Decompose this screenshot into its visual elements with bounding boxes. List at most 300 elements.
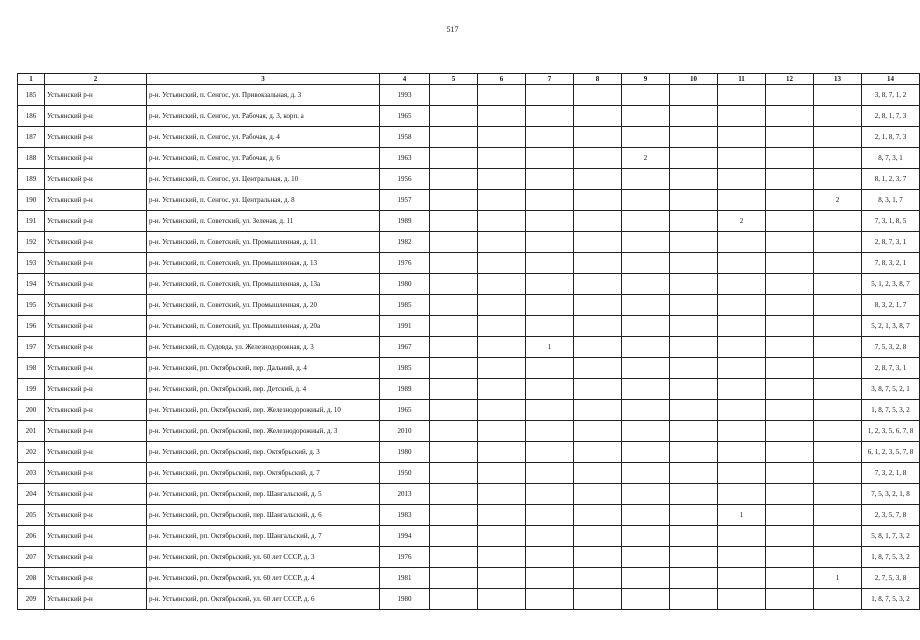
- table-row: [18, 568, 920, 589]
- value-cell-col-11: [718, 295, 766, 316]
- value-cell-col-12: [766, 295, 814, 316]
- value-cell-col-6: [478, 379, 526, 400]
- table-row: [18, 316, 920, 337]
- district-cell: Устьянский р-н: [45, 169, 147, 190]
- value-cell-col-13: [814, 589, 862, 610]
- value-cell-col-9: [622, 274, 670, 295]
- value-cell-col-9: [622, 253, 670, 274]
- value-cell-col-9: [622, 358, 670, 379]
- value-cell-col-8: [574, 85, 622, 106]
- address-cell: р-н. Устьянский, рп. Октябрьский, пер. Шангальский, д. 5: [147, 484, 380, 505]
- row-number: 196: [18, 316, 45, 337]
- district-cell: Устьянский р-н: [45, 232, 147, 253]
- row-number: 186: [18, 106, 45, 127]
- row-number: 204: [18, 484, 45, 505]
- district-cell: Устьянский р-н: [45, 274, 147, 295]
- year-cell: 1958: [380, 127, 430, 148]
- value-cell-col-5: [430, 547, 478, 568]
- value-cell-col-12: [766, 484, 814, 505]
- value-cell-col-6: [478, 400, 526, 421]
- value-cell-col-11: 1: [718, 505, 766, 526]
- value-cell-col-8: [574, 316, 622, 337]
- year-cell: 1980: [380, 274, 430, 295]
- priority-list-cell: 7, 3, 1, 8, 5: [862, 211, 920, 232]
- value-cell-col-12: [766, 316, 814, 337]
- value-cell-col-6: [478, 526, 526, 547]
- row-number: 200: [18, 400, 45, 421]
- value-cell-col-10: [670, 547, 718, 568]
- priority-list-cell: 8, 7, 3, 1: [862, 148, 920, 169]
- value-cell-col-6: [478, 589, 526, 610]
- value-cell-col-10: [670, 253, 718, 274]
- value-cell-col-13: [814, 295, 862, 316]
- priority-list-cell: 7, 3, 2, 1, 8: [862, 463, 920, 484]
- value-cell-col-5: [430, 190, 478, 211]
- column-header-13: 13: [814, 74, 862, 85]
- value-cell-col-7: [526, 463, 574, 484]
- value-cell-col-5: [430, 232, 478, 253]
- value-cell-col-10: [670, 106, 718, 127]
- year-cell: 1950: [380, 463, 430, 484]
- value-cell-col-12: [766, 274, 814, 295]
- value-cell-col-8: [574, 358, 622, 379]
- value-cell-col-13: [814, 253, 862, 274]
- address-cell: р-н. Устьянский, п. Сенгос, ул. Рабочая, д. 3, корп. а: [147, 106, 380, 127]
- value-cell-col-5: [430, 106, 478, 127]
- row-number: 206: [18, 526, 45, 547]
- address-cell: р-н. Устьянский, п. Советский, ул. Зеленая, д. 11: [147, 211, 380, 232]
- value-cell-col-10: [670, 442, 718, 463]
- row-number: 208: [18, 568, 45, 589]
- value-cell-col-6: [478, 442, 526, 463]
- value-cell-col-11: [718, 379, 766, 400]
- table-row: [18, 421, 920, 442]
- value-cell-col-8: [574, 295, 622, 316]
- priority-list-cell: 8, 3, 2, 1, 7: [862, 295, 920, 316]
- value-cell-col-6: [478, 337, 526, 358]
- district-cell: Устьянский р-н: [45, 337, 147, 358]
- value-cell-col-8: [574, 442, 622, 463]
- value-cell-col-8: [574, 232, 622, 253]
- priority-list-cell: 3, 8, 7, 1, 2: [862, 85, 920, 106]
- value-cell-col-7: [526, 232, 574, 253]
- year-cell: 1993: [380, 85, 430, 106]
- priority-list-cell: 2, 8, 1, 7, 3: [862, 106, 920, 127]
- address-cell: р-н. Устьянский, п. Сенгос, ул. Рабочая, д. 4: [147, 127, 380, 148]
- value-cell-col-11: [718, 526, 766, 547]
- value-cell-col-6: [478, 274, 526, 295]
- value-cell-col-12: [766, 190, 814, 211]
- table-row: [18, 484, 920, 505]
- value-cell-col-7: [526, 358, 574, 379]
- value-cell-col-6: [478, 421, 526, 442]
- value-cell-col-13: 2: [814, 190, 862, 211]
- value-cell-col-7: [526, 274, 574, 295]
- address-cell: р-н. Устьянский, п. Сенгос, ул. Рабочая, д. 6: [147, 148, 380, 169]
- value-cell-col-8: [574, 274, 622, 295]
- value-cell-col-9: [622, 505, 670, 526]
- column-header-2: 2: [45, 74, 147, 85]
- table-row: [18, 463, 920, 484]
- column-header-5: 5: [430, 74, 478, 85]
- district-cell: Устьянский р-н: [45, 421, 147, 442]
- year-cell: 1980: [380, 442, 430, 463]
- value-cell-col-10: [670, 232, 718, 253]
- value-cell-col-12: [766, 253, 814, 274]
- value-cell-col-10: [670, 85, 718, 106]
- address-cell: р-н. Устьянский, п. Советский, ул. Промышленная, д. 20а: [147, 316, 380, 337]
- column-header-6: 6: [478, 74, 526, 85]
- table-row: [18, 589, 920, 610]
- table-row: [18, 190, 920, 211]
- value-cell-col-9: [622, 106, 670, 127]
- table-row: [18, 253, 920, 274]
- table-row: [18, 295, 920, 316]
- value-cell-col-12: [766, 211, 814, 232]
- value-cell-col-9: [622, 400, 670, 421]
- priority-list-cell: 2, 8, 7, 3, 1: [862, 232, 920, 253]
- district-cell: Устьянский р-н: [45, 295, 147, 316]
- value-cell-col-12: [766, 148, 814, 169]
- value-cell-col-11: [718, 337, 766, 358]
- row-number: 195: [18, 295, 45, 316]
- priority-list-cell: 7, 5, 3, 2, 1, 8: [862, 484, 920, 505]
- district-cell: Устьянский р-н: [45, 316, 147, 337]
- value-cell-col-13: [814, 85, 862, 106]
- value-cell-col-11: [718, 421, 766, 442]
- priority-list-cell: 1, 2, 3, 5, 6, 7, 8: [862, 421, 920, 442]
- address-cell: р-н. Устьянский, п. Советский, ул. Промышленная, д. 20: [147, 295, 380, 316]
- value-cell-col-11: [718, 253, 766, 274]
- value-cell-col-6: [478, 316, 526, 337]
- district-cell: Устьянский р-н: [45, 253, 147, 274]
- row-number: 192: [18, 232, 45, 253]
- priority-list-cell: 2, 7, 5, 3, 8: [862, 568, 920, 589]
- value-cell-col-8: [574, 190, 622, 211]
- table-row: [18, 106, 920, 127]
- value-cell-col-9: [622, 463, 670, 484]
- year-cell: 2013: [380, 484, 430, 505]
- value-cell-col-7: [526, 484, 574, 505]
- value-cell-col-11: [718, 568, 766, 589]
- address-cell: р-н. Устьянский, рп. Октябрьский, пер. Детский, д. 4: [147, 379, 380, 400]
- value-cell-col-6: [478, 484, 526, 505]
- value-cell-col-13: [814, 505, 862, 526]
- district-cell: Устьянский р-н: [45, 85, 147, 106]
- value-cell-col-9: [622, 169, 670, 190]
- value-cell-col-6: [478, 358, 526, 379]
- year-cell: 1982: [380, 232, 430, 253]
- row-number: 205: [18, 505, 45, 526]
- value-cell-col-8: [574, 127, 622, 148]
- address-cell: р-н. Устьянский, рп. Октябрьский, пер. Железнодорожный, д. 3: [147, 421, 380, 442]
- year-cell: 1989: [380, 379, 430, 400]
- value-cell-col-5: [430, 211, 478, 232]
- row-number: 189: [18, 169, 45, 190]
- value-cell-col-11: 2: [718, 211, 766, 232]
- value-cell-col-12: [766, 421, 814, 442]
- year-cell: 1965: [380, 400, 430, 421]
- year-cell: 1981: [380, 568, 430, 589]
- year-cell: 1980: [380, 589, 430, 610]
- year-cell: 1956: [380, 169, 430, 190]
- value-cell-col-6: [478, 505, 526, 526]
- value-cell-col-10: [670, 295, 718, 316]
- value-cell-col-5: [430, 568, 478, 589]
- value-cell-col-7: [526, 253, 574, 274]
- value-cell-col-6: [478, 211, 526, 232]
- value-cell-col-10: [670, 379, 718, 400]
- value-cell-col-9: [622, 85, 670, 106]
- value-cell-col-7: [526, 169, 574, 190]
- value-cell-col-13: [814, 358, 862, 379]
- value-cell-col-12: [766, 526, 814, 547]
- value-cell-col-12: [766, 337, 814, 358]
- value-cell-col-7: 1: [526, 337, 574, 358]
- value-cell-col-12: [766, 379, 814, 400]
- value-cell-col-6: [478, 127, 526, 148]
- value-cell-col-7: [526, 568, 574, 589]
- address-cell: р-н. Устьянский, п. Сенгос, ул. Привокзальная, д. 3: [147, 85, 380, 106]
- value-cell-col-11: [718, 358, 766, 379]
- value-cell-col-9: 2: [622, 148, 670, 169]
- value-cell-col-13: [814, 316, 862, 337]
- value-cell-col-8: [574, 421, 622, 442]
- value-cell-col-8: [574, 169, 622, 190]
- value-cell-col-12: [766, 169, 814, 190]
- address-cell: р-н. Устьянский, рп. Октябрьский, ул. 60 лет СССР, д. 4: [147, 568, 380, 589]
- row-number: 203: [18, 463, 45, 484]
- value-cell-col-13: [814, 169, 862, 190]
- value-cell-col-5: [430, 85, 478, 106]
- value-cell-col-7: [526, 85, 574, 106]
- value-cell-col-12: [766, 547, 814, 568]
- address-cell: р-н. Устьянский, п. Судовда, ул. Железнодорожная, д. 3: [147, 337, 380, 358]
- value-cell-col-11: [718, 463, 766, 484]
- district-cell: Устьянский р-н: [45, 568, 147, 589]
- address-cell: р-н. Устьянский, рп. Октябрьский, ул. 60 лет СССР, д. 3: [147, 547, 380, 568]
- priority-list-cell: 3, 8, 7, 5, 2, 1: [862, 379, 920, 400]
- row-number: 209: [18, 589, 45, 610]
- address-cell: р-н. Устьянский, рп. Октябрьский, ул. 60 лет СССР, д. 6: [147, 589, 380, 610]
- value-cell-col-13: [814, 463, 862, 484]
- district-cell: Устьянский р-н: [45, 148, 147, 169]
- column-header-11: 11: [718, 74, 766, 85]
- value-cell-col-9: [622, 526, 670, 547]
- year-cell: 1965: [380, 106, 430, 127]
- value-cell-col-10: [670, 589, 718, 610]
- value-cell-col-13: [814, 547, 862, 568]
- value-cell-col-11: [718, 547, 766, 568]
- priority-list-cell: 8, 3, 1, 7: [862, 190, 920, 211]
- priority-list-cell: 1, 8, 7, 5, 3, 2: [862, 589, 920, 610]
- value-cell-col-7: [526, 421, 574, 442]
- value-cell-col-5: [430, 589, 478, 610]
- year-cell: 1963: [380, 148, 430, 169]
- table-row: [18, 211, 920, 232]
- table-row: [18, 274, 920, 295]
- value-cell-col-11: [718, 316, 766, 337]
- address-cell: р-н. Устьянский, п. Советский, ул. Промышленная, д. 13: [147, 253, 380, 274]
- table-row: [18, 358, 920, 379]
- value-cell-col-9: [622, 316, 670, 337]
- district-cell: Устьянский р-н: [45, 547, 147, 568]
- value-cell-col-7: [526, 127, 574, 148]
- table-row: [18, 127, 920, 148]
- priority-list-cell: 2, 3, 5, 7, 8: [862, 505, 920, 526]
- value-cell-col-10: [670, 211, 718, 232]
- value-cell-col-7: [526, 442, 574, 463]
- district-cell: Устьянский р-н: [45, 379, 147, 400]
- district-cell: Устьянский р-н: [45, 463, 147, 484]
- priority-list-cell: 8, 1, 2, 3, 7: [862, 169, 920, 190]
- priority-list-cell: 5, 8, 1, 7, 3, 2: [862, 526, 920, 547]
- district-cell: Устьянский р-н: [45, 442, 147, 463]
- value-cell-col-13: [814, 148, 862, 169]
- value-cell-col-9: [622, 190, 670, 211]
- value-cell-col-5: [430, 358, 478, 379]
- value-cell-col-12: [766, 358, 814, 379]
- column-header-8: 8: [574, 74, 622, 85]
- priority-list-cell: 6, 1, 2, 3, 5, 7, 8: [862, 442, 920, 463]
- value-cell-col-12: [766, 106, 814, 127]
- value-cell-col-5: [430, 337, 478, 358]
- housing-register-table: [17, 73, 920, 610]
- value-cell-col-5: [430, 274, 478, 295]
- value-cell-col-13: [814, 337, 862, 358]
- value-cell-col-11: [718, 85, 766, 106]
- value-cell-col-12: [766, 589, 814, 610]
- district-cell: Устьянский р-н: [45, 190, 147, 211]
- value-cell-col-6: [478, 232, 526, 253]
- value-cell-col-8: [574, 400, 622, 421]
- value-cell-col-10: [670, 337, 718, 358]
- table-row: [18, 547, 920, 568]
- value-cell-col-7: [526, 316, 574, 337]
- table-row: [18, 148, 920, 169]
- value-cell-col-6: [478, 85, 526, 106]
- address-cell: р-н. Устьянский, п. Сенгос, ул. Центральная, д. 10: [147, 169, 380, 190]
- table-row: [18, 85, 920, 106]
- value-cell-col-5: [430, 526, 478, 547]
- value-cell-col-8: [574, 547, 622, 568]
- value-cell-col-11: [718, 274, 766, 295]
- value-cell-col-10: [670, 190, 718, 211]
- row-number: 190: [18, 190, 45, 211]
- address-cell: р-н. Устьянский, п. Советский, ул. Промышленная, д. 11: [147, 232, 380, 253]
- value-cell-col-6: [478, 547, 526, 568]
- value-cell-col-13: [814, 379, 862, 400]
- value-cell-col-9: [622, 337, 670, 358]
- value-cell-col-9: [622, 568, 670, 589]
- priority-list-cell: 2, 1, 8, 7, 3: [862, 127, 920, 148]
- value-cell-col-7: [526, 295, 574, 316]
- value-cell-col-8: [574, 148, 622, 169]
- district-cell: Устьянский р-н: [45, 505, 147, 526]
- value-cell-col-13: [814, 526, 862, 547]
- value-cell-col-11: [718, 106, 766, 127]
- value-cell-col-13: [814, 274, 862, 295]
- value-cell-col-13: [814, 232, 862, 253]
- value-cell-col-10: [670, 484, 718, 505]
- value-cell-col-5: [430, 463, 478, 484]
- value-cell-col-5: [430, 484, 478, 505]
- row-number: 197: [18, 337, 45, 358]
- row-number: 201: [18, 421, 45, 442]
- row-number: 188: [18, 148, 45, 169]
- district-cell: Устьянский р-н: [45, 211, 147, 232]
- value-cell-col-5: [430, 442, 478, 463]
- value-cell-col-5: [430, 421, 478, 442]
- value-cell-col-12: [766, 232, 814, 253]
- value-cell-col-9: [622, 211, 670, 232]
- year-cell: 1994: [380, 526, 430, 547]
- year-cell: 1989: [380, 211, 430, 232]
- value-cell-col-7: [526, 526, 574, 547]
- table-body: [18, 85, 920, 610]
- value-cell-col-9: [622, 547, 670, 568]
- value-cell-col-10: [670, 526, 718, 547]
- value-cell-col-9: [622, 421, 670, 442]
- value-cell-col-5: [430, 295, 478, 316]
- value-cell-col-11: [718, 589, 766, 610]
- value-cell-col-11: [718, 190, 766, 211]
- column-header-9: 9: [622, 74, 670, 85]
- address-cell: р-н. Устьянский, рп. Октябрьский, пер. Шангальский, д. 6: [147, 505, 380, 526]
- value-cell-col-11: [718, 484, 766, 505]
- year-cell: 1976: [380, 253, 430, 274]
- address-cell: р-н. Устьянский, рп. Октябрьский, пер. Дальний, д. 4: [147, 358, 380, 379]
- value-cell-col-7: [526, 148, 574, 169]
- value-cell-col-7: [526, 106, 574, 127]
- value-cell-col-8: [574, 589, 622, 610]
- value-cell-col-8: [574, 526, 622, 547]
- value-cell-col-6: [478, 106, 526, 127]
- year-cell: 1985: [380, 295, 430, 316]
- value-cell-col-13: [814, 211, 862, 232]
- priority-list-cell: 1, 8, 7, 5, 3, 2: [862, 547, 920, 568]
- table-row: [18, 232, 920, 253]
- value-cell-col-5: [430, 127, 478, 148]
- year-cell: 1985: [380, 358, 430, 379]
- column-header-14: 14: [862, 74, 920, 85]
- row-number: 198: [18, 358, 45, 379]
- district-cell: Устьянский р-н: [45, 106, 147, 127]
- value-cell-col-13: [814, 127, 862, 148]
- value-cell-col-9: [622, 295, 670, 316]
- value-cell-col-12: [766, 85, 814, 106]
- value-cell-col-13: [814, 442, 862, 463]
- value-cell-col-9: [622, 232, 670, 253]
- column-header-4: 4: [380, 74, 430, 85]
- value-cell-col-7: [526, 379, 574, 400]
- value-cell-col-10: [670, 463, 718, 484]
- table-row: [18, 400, 920, 421]
- value-cell-col-11: [718, 442, 766, 463]
- value-cell-col-13: [814, 106, 862, 127]
- value-cell-col-10: [670, 400, 718, 421]
- year-cell: 2010: [380, 421, 430, 442]
- address-cell: р-н. Устьянский, п. Сенгос, ул. Центральная, д. 8: [147, 190, 380, 211]
- district-cell: Устьянский р-н: [45, 400, 147, 421]
- address-cell: р-н. Устьянский, рп. Октябрьский, пер. Шангальский, д. 7: [147, 526, 380, 547]
- value-cell-col-12: [766, 442, 814, 463]
- value-cell-col-10: [670, 421, 718, 442]
- value-cell-col-10: [670, 274, 718, 295]
- year-cell: 1967: [380, 337, 430, 358]
- value-cell-col-10: [670, 148, 718, 169]
- value-cell-col-6: [478, 190, 526, 211]
